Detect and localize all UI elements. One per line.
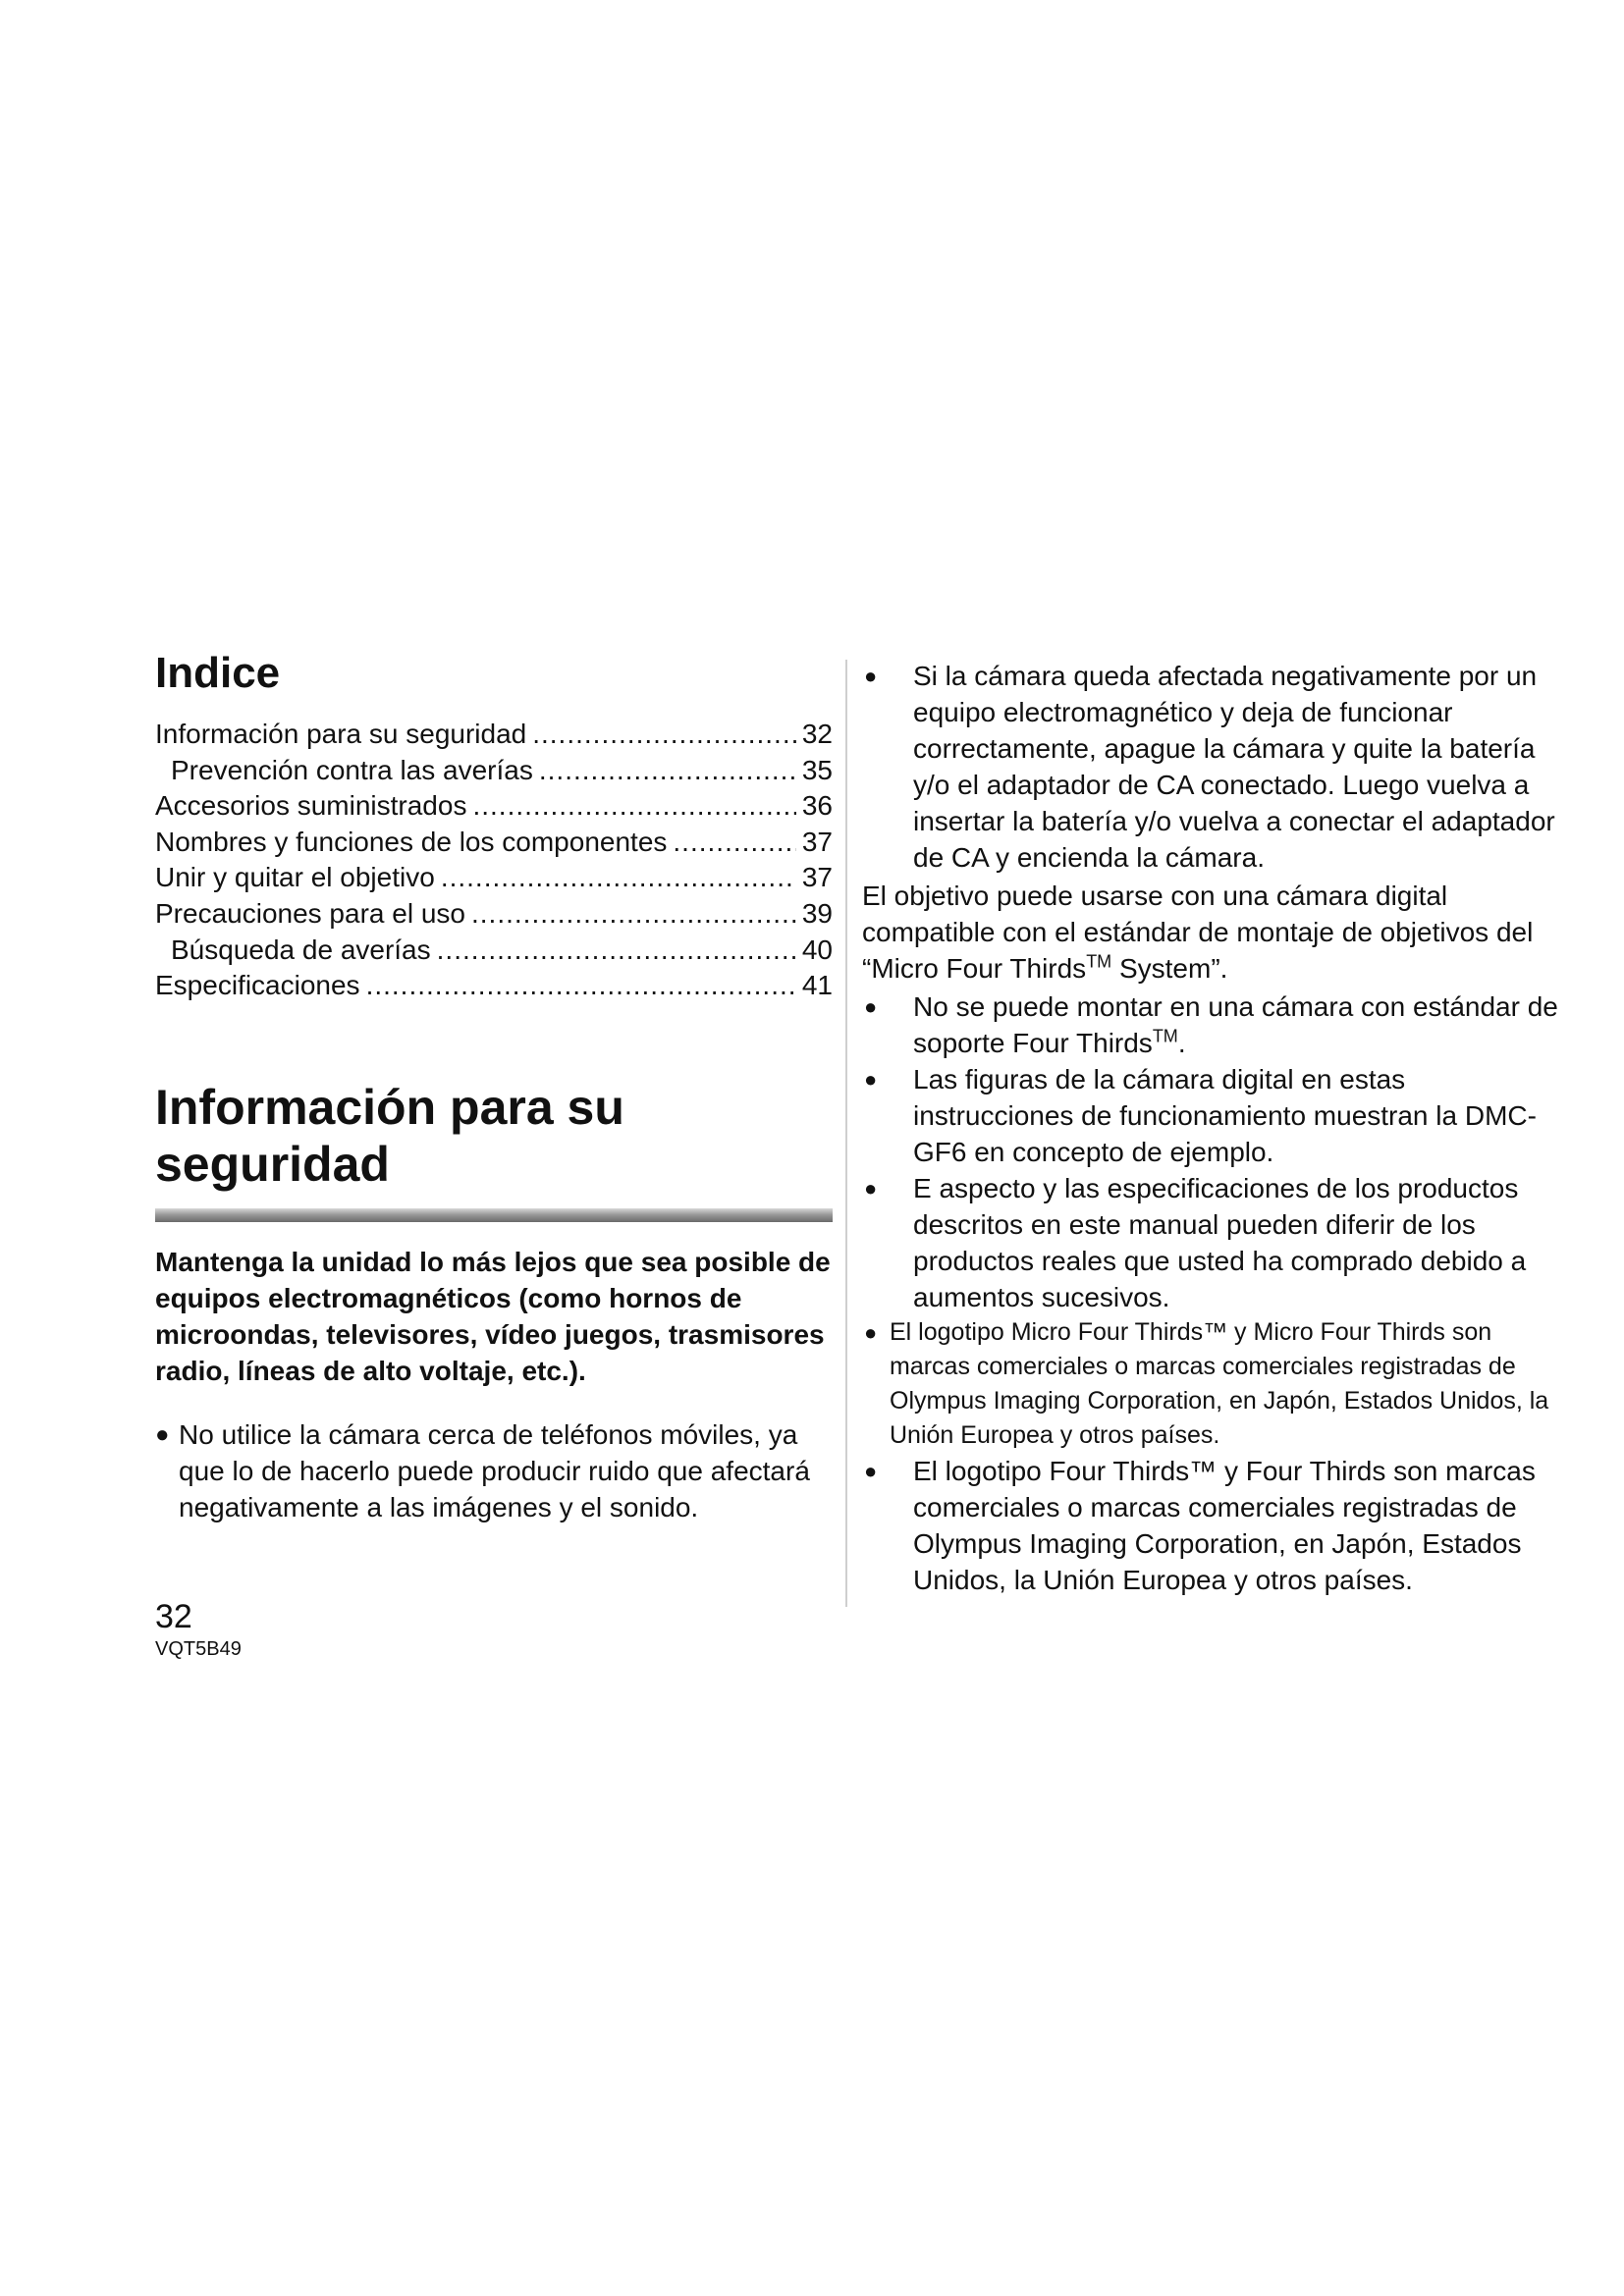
toc-item-label: Nombres y funciones de los componentes <box>155 826 668 857</box>
toc-item-page: 36 <box>801 790 833 822</box>
right-column <box>862 658 1569 1598</box>
trademark-sup: TM <box>1086 951 1112 972</box>
toc-item-page: 35 <box>801 754 833 785</box>
bullet-text-part: No se puede montar en una cámara con estándar de soporte Four Thirds <box>913 991 1558 1058</box>
paragraph-text: System”. <box>1111 953 1228 984</box>
bullet-text: El logotipo Micro Four Thirds™ y Micro Four Thirds son marcas comerciales o marcas comerciales registradas de Olympus Imaging Corporation, en Japón, Estados Unidos, la Unión Europea y otros países. <box>890 1318 1549 1449</box>
bullet-text: Las figuras de la cámara digital en estas instrucciones de funcionamiento muestran la DMC-GF6 en concepto de ejemplo. <box>913 1064 1537 1167</box>
left-column <box>155 648 833 1525</box>
bullet-text <box>890 988 1569 1061</box>
toc-item-page: 37 <box>801 826 833 857</box>
safety-title: Información para su seguridad <box>155 1079 624 1192</box>
bullet-text: El logotipo Four Thirds™ y Four Thirds son marcas comerciales o marcas comerciales registradas de Olympus Imaging Corporation, en Japón, Estados Unidos, la Unión Europea y otros países. <box>913 1456 1536 1595</box>
bullet-icon: ● <box>864 1320 878 1345</box>
toc-dot-leader <box>366 968 796 1004</box>
toc-dot-leader <box>472 788 795 825</box>
list-item <box>862 1315 1569 1453</box>
trademark-sup: TM <box>1152 1026 1178 1046</box>
list-item <box>862 988 1569 1061</box>
bullet-icon: ● <box>864 1176 878 1201</box>
toc-item-label: Búsqueda de averías <box>171 934 431 965</box>
safety-warning: Mantenga la unidad lo más lejos que sea posible de equipos electromagnéticos (como hornos de microondas, televisores, vídeo juegos, trasmisores radio, líneas de alto voltaje, etc.). <box>155 1246 831 1386</box>
toc-item[interactable] <box>155 968 833 1004</box>
toc-item-page: 40 <box>801 934 833 965</box>
toc-item[interactable] <box>155 933 833 969</box>
list-item <box>862 1170 1569 1315</box>
toc-item[interactable] <box>155 717 833 753</box>
list-item <box>862 658 1569 876</box>
toc-item[interactable] <box>155 753 833 789</box>
toc-dot-leader <box>437 933 796 969</box>
compatibility-paragraph <box>862 878 1569 987</box>
toc-item-page: 37 <box>801 862 833 893</box>
bullet-text: E aspecto y las especificaciones de los productos descritos en este manual pueden diferir de los productos reales que usted ha comprado debido a aumentos sucesivos. <box>913 1173 1527 1312</box>
toc-item[interactable] <box>155 896 833 933</box>
paragraph-text: El objetivo puede usarse con una cámara digital compatible con el estándar de montaje de objetivos del “Micro Four Thirds <box>862 881 1534 984</box>
toc-item[interactable] <box>155 860 833 896</box>
title-rule <box>155 1208 833 1222</box>
toc-dot-leader <box>532 717 796 753</box>
toc-dot-leader <box>441 860 796 896</box>
bullet-icon: ● <box>864 1459 878 1483</box>
toc-item-label: Precauciones para el uso <box>155 897 465 929</box>
bullet-text-part: . <box>1177 1028 1186 1058</box>
bullet-icon: ● <box>864 1067 878 1092</box>
toc-item-label: Unir y quitar el objetivo <box>155 862 435 893</box>
list-item <box>862 1061 1569 1170</box>
bullet-text: No utilice la cámara cerca de teléfonos móviles, ya que lo de hacerlo puede producir ruido que afectará negativamente a las imágenes y el sonido. <box>179 1418 810 1522</box>
bullet-text: Si la cámara queda afectada negativamente por un equipo electromagnético y deja de funcionar correctamente, apague la cámara y quite la batería y/o el adaptador de CA conectado. Luego vuelva a insertar la batería y/o vuelva a conectar el adaptador de CA y encienda la cámara. <box>913 661 1555 873</box>
list-item <box>862 1453 1569 1598</box>
toc-list <box>155 717 833 1004</box>
toc-item-label: Prevención contra las averías <box>171 754 533 785</box>
toc-item-page: 32 <box>801 719 833 749</box>
bullet-icon: ● <box>155 1420 170 1448</box>
toc-dot-leader <box>539 753 796 789</box>
toc-item-label: Información para su seguridad <box>155 719 527 749</box>
toc-item-label: Especificaciones <box>155 970 360 1001</box>
page-number: 32 <box>155 1598 192 1635</box>
toc-dot-leader <box>673 825 795 861</box>
toc-dot-leader <box>471 896 796 933</box>
toc-item-page: 41 <box>801 970 833 1001</box>
column-divider <box>845 660 847 1607</box>
toc-item-label: Accesorios suministrados <box>155 790 467 822</box>
toc-item[interactable] <box>155 825 833 861</box>
toc-title: Indice <box>155 649 281 697</box>
toc-item-page: 39 <box>801 897 833 929</box>
bullet-icon: ● <box>864 664 878 688</box>
document-code: VQT5B49 <box>155 1638 242 1660</box>
list-item <box>155 1416 833 1525</box>
bullet-icon: ● <box>864 994 878 1019</box>
toc-item[interactable] <box>155 788 833 825</box>
